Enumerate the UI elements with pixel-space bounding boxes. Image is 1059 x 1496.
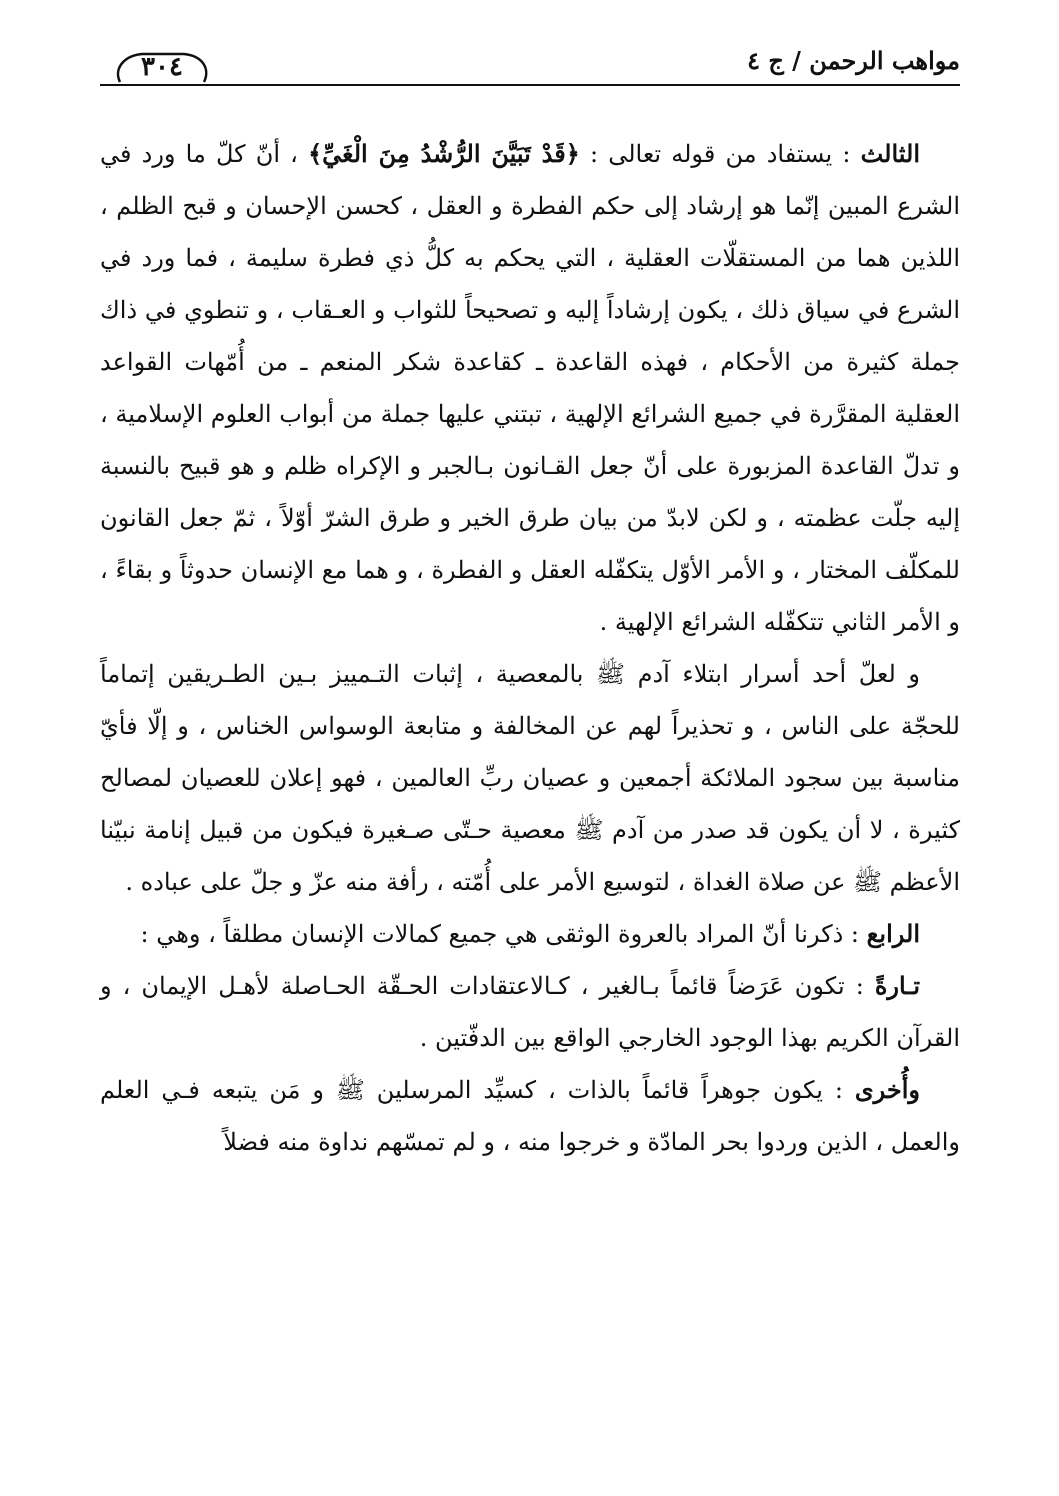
- running-title: مواهب الرحمن / ج ٤: [747, 46, 960, 75]
- page-header: [100, 40, 960, 88]
- paragraph-taratan-text: : تكون عَرَضاً قائماً بـالغير ، كـالاعتقادات الحـقّة الحـاصلة لأهـل الإيمان ، و القرآن الكريم بهذا الوجود الخارجي الواقع بين الدفّتين .: [100, 972, 960, 1052]
- paragraph-taratan: [100, 960, 960, 1064]
- page-number: ٣٠٤: [141, 52, 183, 82]
- header-rule: [100, 84, 960, 86]
- section-label-taratan: تـارةً: [874, 971, 920, 1000]
- section-label-ukhra: وأُخرى: [854, 1075, 920, 1104]
- paragraph-fourth-text: : ذكرنا أنّ المراد بالعروة الوثقى هي جميع كمالات الإنسان مطلقاً ، وهي :: [140, 920, 867, 948]
- paragraph-third-text: ، أنّ كلّ ما ورد في الشرع المبين إنّما هو إرشاد إلى حكم الفطرة و العقل ، كحسن الإحسان و قبح الظلم ، اللذين هما من المستقلّات العقلية ، التي يحكم به كلُّ ذي فطرة سليمة ، فما ورد في الشرع في سياق ذلك ، يكون إرشاداً إليه و تصحيحاً للثواب و العـقاب ، و تنطوي في ذاك جملة كثيرة من الأحكام ، فهذه القاعدة ـ كقاعدة شكر المنعم ـ من أُمّهات القواعد العقلية المقرَّرة في جميع الشرائع الإلهية ، تبتني عليها جملة من أبواب العلوم الإسلامية ، و تدلّ القاعدة المزبورة على أنّ جعل القـانون بـالجبر و الإكراه ظلم و هو قبيح بالنسبة إليه جلّت عظمته ، و لكن لابدّ من بيان طرق الخير و طرق الشرّ أوّلاً ، ثمّ جعل القانون للمكلّف المختار ، و الأمر الأوّل يتكفّله العقل و الفطرة ، و هما مع الإنسان حدوثاً و بقاءً ، و الأمر الثاني تتكفّله الشرائع الإلهية .: [100, 140, 961, 636]
- paragraph-ukhra: [100, 1064, 960, 1168]
- paragraph-ukhra-text: : يكون جوهراً قائماً بالذات ، كسيِّد المرسلين ﷺ و مَن يتبعه فـي العلم والعمل ، الذين وردوا بحر المادّة و خرجوا منه ، و لم تمسّهم نداوة منه فضلاً: [100, 1076, 960, 1156]
- section-label-fourth: الرابع: [866, 919, 920, 948]
- paragraph-fourth: [100, 908, 960, 960]
- paragraph-third-intro: : يستفاد من قوله تعالى :: [579, 140, 861, 168]
- quran-verse: ﴿قَدْ تَبَيَّنَ الرُّشْدُ مِنَ الْغَيِّ﴾: [308, 139, 580, 168]
- body-text: [100, 128, 960, 1168]
- paragraph-adam-text: و لعلّ أحد أسرار ابتلاء آدم ﷺ بالمعصية ، إثبات التـمييز بـين الطـريقين إتماماً للحجّة على الناس ، و تحذيراً لهم عن المخالفة و متابعة الوسواس الخناس ، و إلّا فأيّ مناسبة بين سجود الملائكة أجمعين و عصيان ربِّ العالمين ، فهو إعلان للعصيان لمصالح كثيرة ، لا أن يكون قد صدر من آدم ﷺ معصية حـتّى صـغيرة فيكون من قبيل إنامة نبيّنا الأعظم ﷺ عن صلاة الغداة ، لتوسيع الأمر على أُمّته ، رأفة منه عزّ و جلّ على عباده .: [100, 660, 960, 896]
- paragraph-third: [100, 128, 960, 648]
- paragraph-adam: [100, 648, 960, 908]
- section-label-third: الثالث: [860, 139, 921, 168]
